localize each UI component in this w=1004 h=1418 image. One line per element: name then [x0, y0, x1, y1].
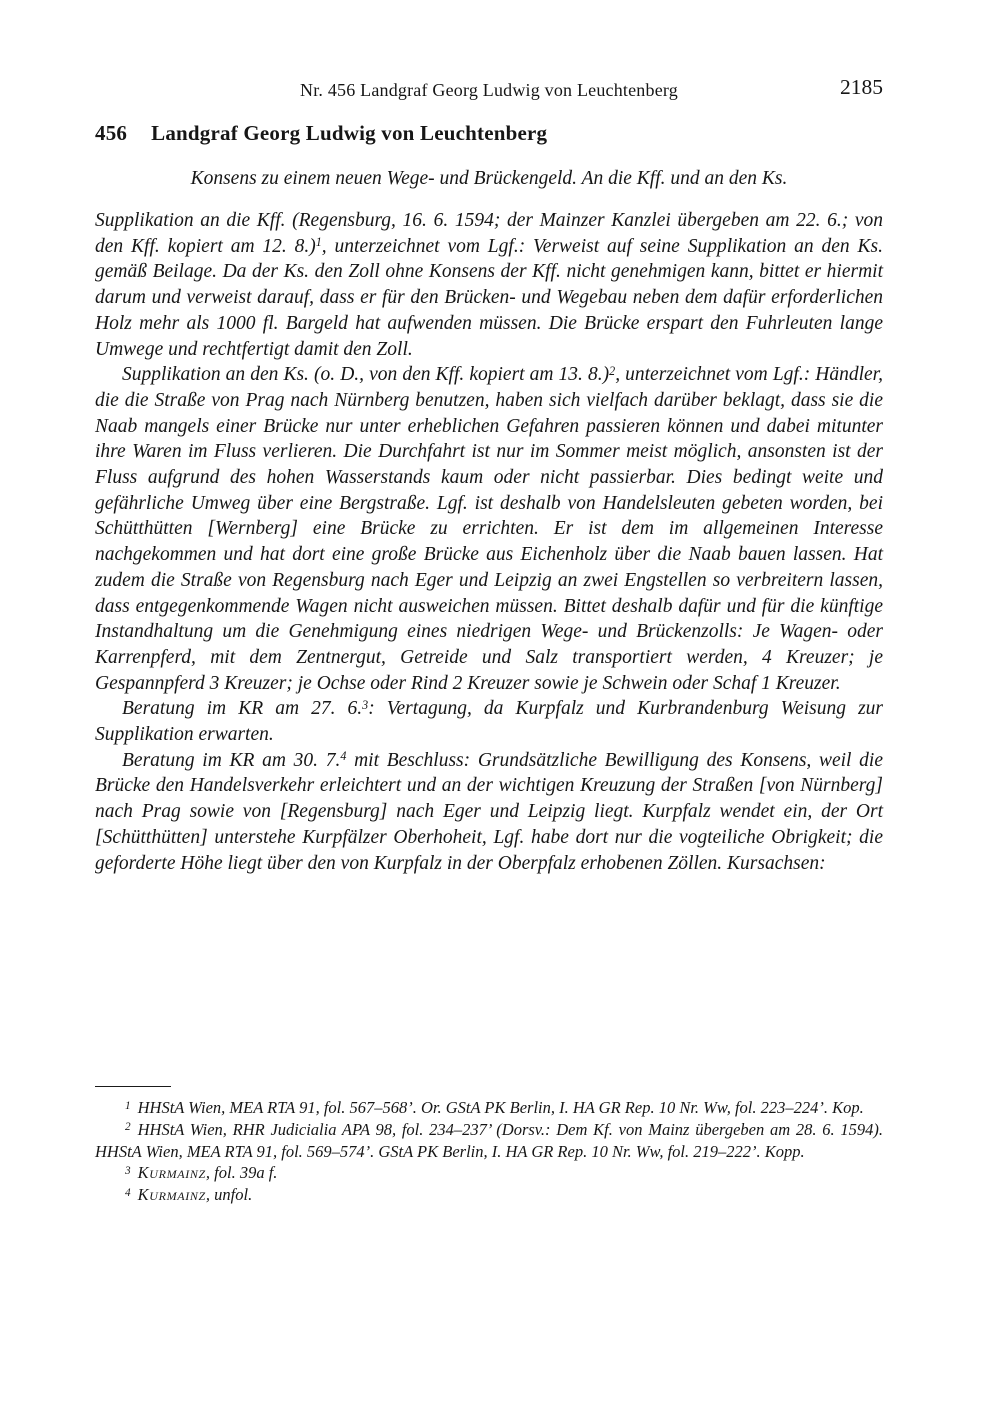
paragraph — [95, 748, 883, 877]
document-subtitle: Konsens zu einem neuen Wege- und Brückengeld. An die Kff. und an den Ks. — [190, 168, 788, 189]
footnote-separator — [95, 1086, 171, 1087]
footnote — [95, 1184, 883, 1206]
footnote — [95, 1119, 883, 1163]
footnote-area — [95, 1086, 883, 1206]
paragraph — [95, 208, 883, 362]
footnote — [95, 1162, 883, 1184]
text-run: Supplikation an den Ks. (o. D., von den Kff. kopiert am 13. 8.) — [122, 364, 610, 386]
text-run: HHStA Wien, RHR Judicialia APA 98, fol. 234–237’ (Dorsv.: Dem Kf. von Mainz übergeben am 28. 6. 1594). HHStA Wien, MEA RTA 91, fol. 569–574’. GStA PK Berlin, I. HA GR Rep. 10 Nr. Ww, fol. 219–222’. Kopp. — [95, 1119, 883, 1161]
footnote-marker: 2 — [125, 1121, 131, 1134]
text-run: Beratung im KR am 30. 7. — [122, 749, 341, 771]
document-heading — [95, 120, 883, 146]
running-title: Nr. 456 Landgraf Georg Ludwig von Leuchtenberg — [300, 80, 678, 100]
text-run: mit Beschluss: Grundsätzliche Bewilligung des Konsens, weil die Brücke den Handelsverkehr erleichtert und an der wichtigen Kreuzung der Straßen [von Nürnberg] nach Prag sowie von [Regensburg] nach Eger und Leipzig liegt. Kurpfalz wendet ein, der Ort [Schütthütten] unterstehe Kurpfälzer Oberhoheit, Lgf. habe dort nur die vogteiliche Obrigkeit; die geforderte Höhe liegt über den von Kurpfalz in der Oberpfalz erhobenen Zöllen. Kursachsen: — [95, 749, 884, 874]
text-run: HHStA Wien, MEA RTA 91, fol. 567–568’. Or. GStA PK Berlin, I. HA GR Rep. 10 Nr. Ww, fol. 223–224’. Kop. — [137, 1098, 864, 1117]
text-run: : Vertagung, da Kurpfalz und Kurbrandenburg Weisung zur Supplikation erwarten. — [95, 698, 883, 746]
footnote-marker: 4 — [125, 1186, 131, 1199]
footnote-reference: 2 — [609, 363, 616, 378]
text-block — [95, 75, 884, 876]
text-run: Beratung im KR am 27. 6. — [122, 698, 363, 720]
footnotes — [95, 1097, 883, 1206]
body-paragraphs — [95, 208, 883, 876]
paragraph — [95, 696, 883, 747]
footnote-reference: 4 — [340, 749, 347, 764]
footnote-reference: 3 — [362, 697, 369, 712]
text-run: , unterzeichnet vom Lgf.: Händler, die die Straße von Prag nach Nürnberg benutzen, haben sich vielfach darüber beklagt, dass sie die Naab mangels einer Brücke nur unter erheblichen Gefahren passieren können und dabei mitunter ihre Waren im Fluss verlieren. Die Durchfahrt ist nur im Sommer meist möglich, ansonsten ist der Fluss aufgrund des hohen Wasserstands kaum oder nicht passierbar. Dies bedingt weite und gefährliche Umweg über eine Bergstraße. Lgf. ist deshalb von Handelsleuten gebeten worden, bei Schütthütten [Wernberg] eine Brücke zu errichten. Er ist dem im allgemeinen Interesse nachgekommen und hat dort eine große Brücke aus Eichenholz über die Naab bauen lassen. Hat zudem die Straße von Regensburg nach Eger und Leipzig an zwei Engstellen so verbreitern lassen, dass entgegenkommende Wagen nicht ausweichen müssen. Bittet deshalb dafür und für die künftige Instandhaltung um die Genehmigung eines niedrigen Wege- und Brückenzolls: Je Wagen- oder Karrenpferd, mit dem Zentnergut, Getreide und Salz transportiert werden, 4 Kreuzer; je Gespannpferd 3 Kreuzer; je Ochse oder Rind 2 Kreuzer sowie je Schwein oder Schaf 1 Kreuzer. — [95, 364, 883, 694]
paragraph — [95, 362, 883, 696]
smallcaps-text: Kurmainz — [137, 1163, 206, 1183]
footnote — [95, 1097, 883, 1119]
document-title: Landgraf Georg Ludwig von Leuchtenberg — [151, 121, 548, 145]
text-run: , unterzeichnet vom Lgf.: Verweist auf seine Supplikation an den Ks. gemäß Beilage. Da der Ks. den Zoll ohne Konsens der Kff. nicht genehmigen kann, bittet er hiermit darum und verweist darauf, dass er für den Brücken- und Wegebau neben dem dafür erforderlichen Holz mehr als 1000 fl. Bargeld hat aufwenden müssen. Die Brücke erspart den Fuhrleuten lange Umwege und rechtfertigt damit den Zoll. — [95, 235, 883, 360]
footnote-reference: 1 — [315, 235, 322, 250]
document-number: 456 — [95, 121, 128, 145]
text-run: Supplikation an die Kff. (Regensburg, 16. 6. 1594; der Mainzer Kanzlei übergeben am 22. 6.; von den Kff. kopiert am 12. 8.) — [95, 210, 883, 257]
footnote-marker: 3 — [125, 1164, 131, 1177]
footnote-marker: 1 — [125, 1099, 131, 1112]
text-run: , unfol. — [205, 1185, 253, 1205]
text-run: , fol. 39a f. — [205, 1163, 278, 1183]
page-header — [95, 75, 883, 104]
page-number: 2185 — [840, 75, 883, 99]
smallcaps-text: Kurmainz — [137, 1185, 206, 1205]
